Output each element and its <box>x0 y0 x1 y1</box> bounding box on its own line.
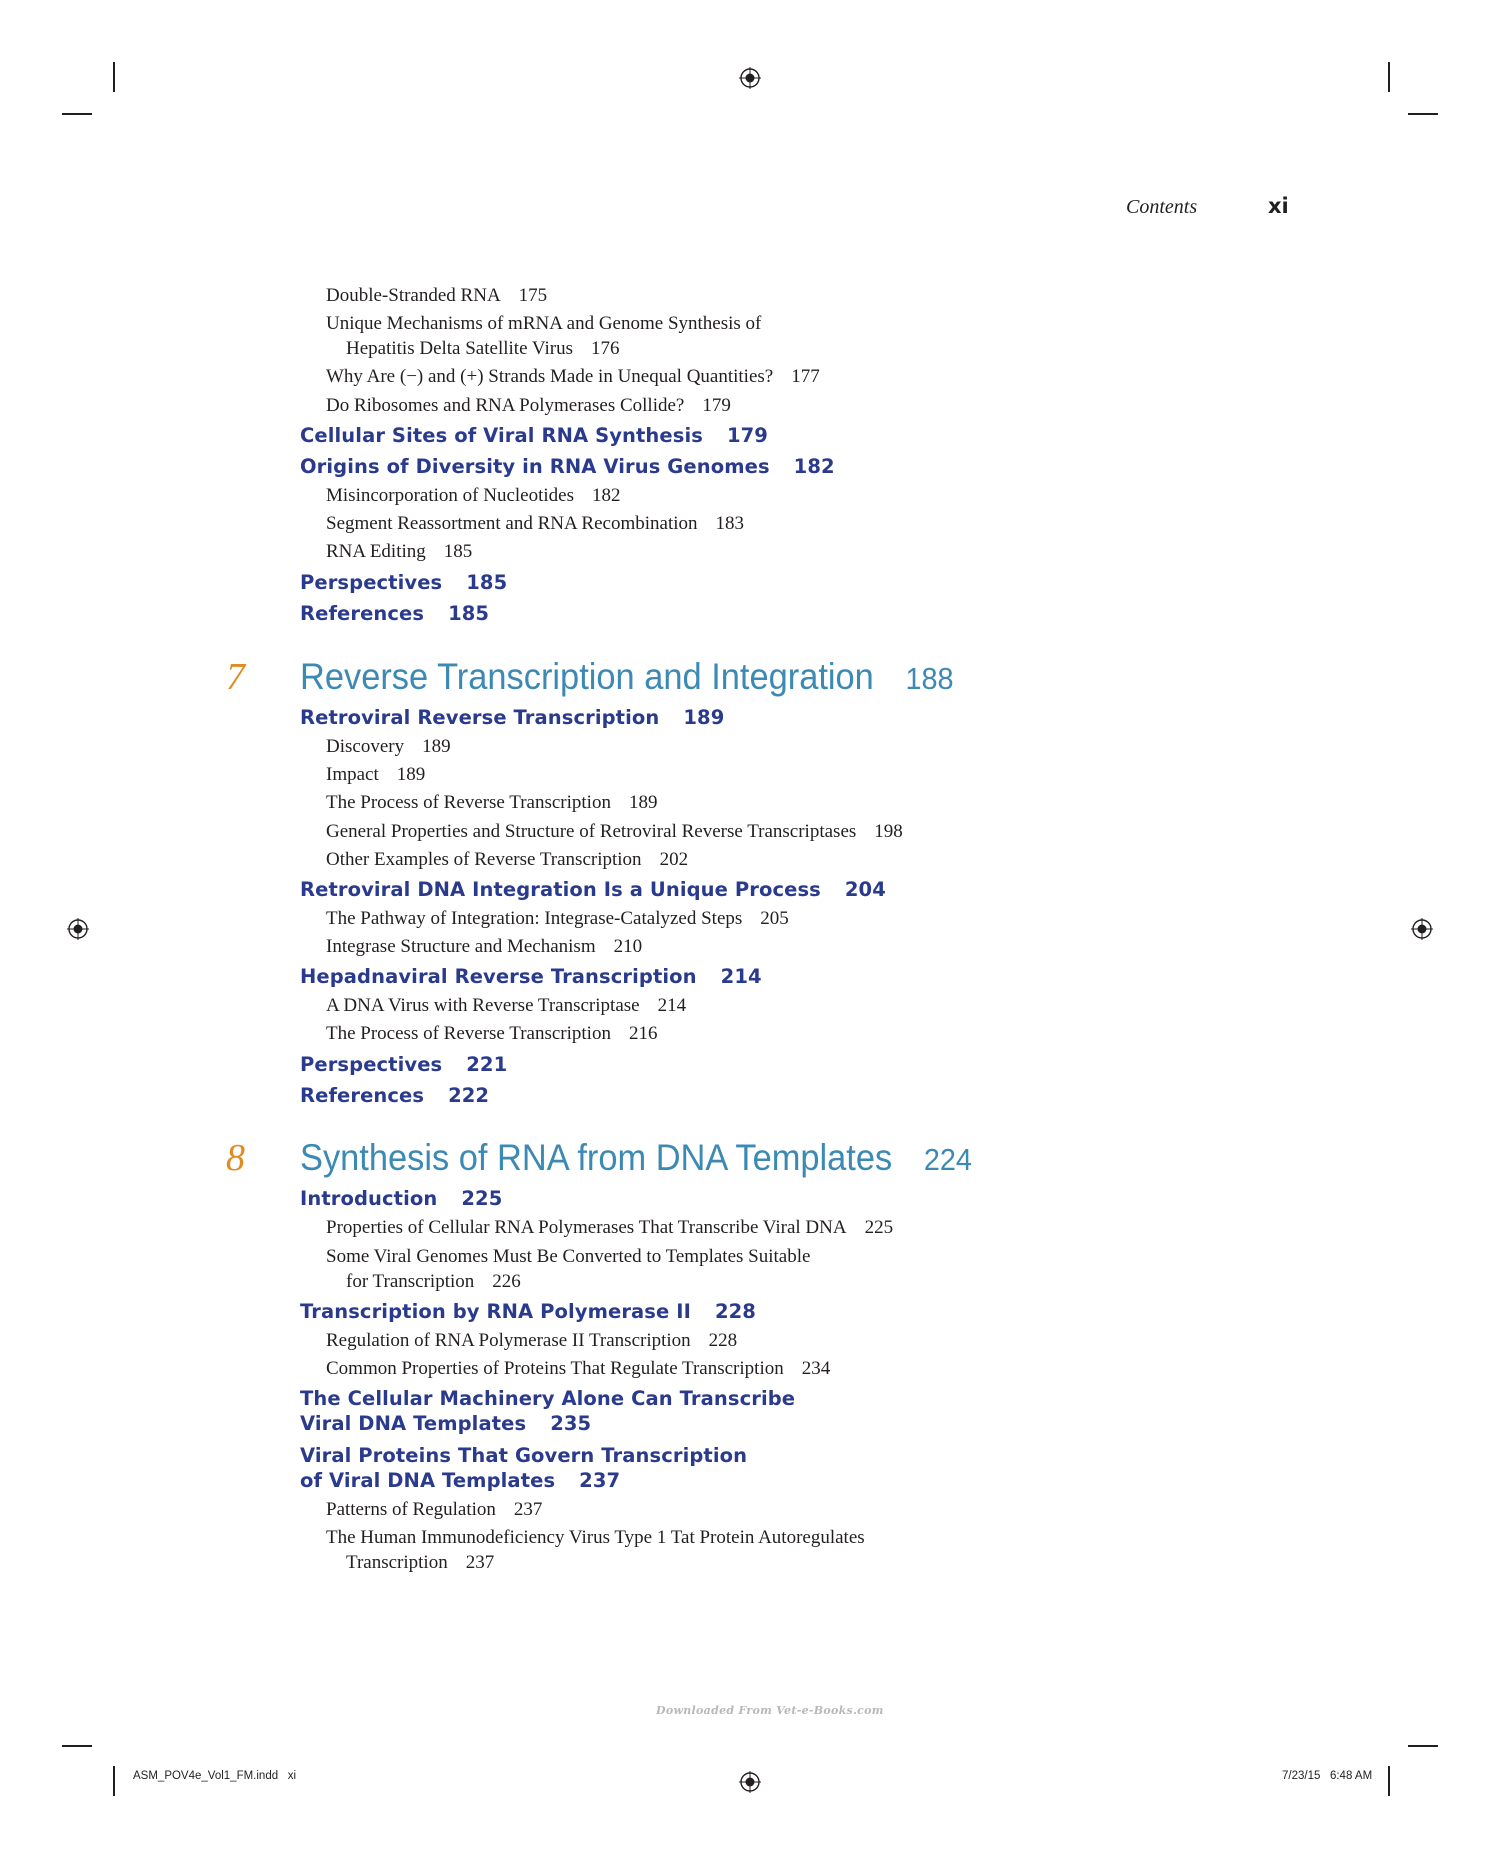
toc-entry[interactable]: The Pathway of Integration: Integrase-Catalyzed Steps 205 <box>326 908 789 929</box>
toc-heading[interactable]: Retroviral Reverse Transcription 189 <box>300 706 725 729</box>
registration-mark-icon <box>1411 918 1433 940</box>
crop-mark <box>1408 113 1438 115</box>
crop-mark <box>1388 1766 1390 1796</box>
toc-entry[interactable]: Patterns of Regulation 237 <box>326 1499 543 1520</box>
crop-mark <box>113 1766 115 1796</box>
toc-entry[interactable]: Discovery 189 <box>326 736 451 757</box>
toc-heading[interactable]: References 222 <box>300 1084 490 1107</box>
running-header-page-number: xi <box>1268 194 1289 218</box>
toc-entry[interactable]: Impact 189 <box>326 764 426 785</box>
toc-entry[interactable]: Double-Stranded RNA 175 <box>326 285 548 306</box>
toc-heading-continuation[interactable]: Viral DNA Templates 235 <box>300 1412 592 1435</box>
toc-entry[interactable]: Integrase Structure and Mechanism 210 <box>326 936 643 957</box>
toc-entry[interactable]: Why Are (−) and (+) Strands Made in Unequal Quantities? 177 <box>326 366 820 387</box>
toc-entry[interactable]: RNA Editing 185 <box>326 541 473 562</box>
toc-entry-continuation[interactable]: Hepatitis Delta Satellite Virus 176 <box>346 338 620 359</box>
chapter-number: 8 <box>226 1137 245 1179</box>
toc-entry[interactable]: Properties of Cellular RNA Polymerases That Transcribe Viral DNA 225 <box>326 1217 894 1238</box>
running-header-section: Contents <box>1126 196 1198 218</box>
toc-entry[interactable]: Regulation of RNA Polymerase II Transcription 228 <box>326 1330 738 1351</box>
slug-file-info: ASM_POV4e_Vol1_FM.indd xi <box>133 1770 296 1782</box>
toc-entry[interactable]: The Human Immunodeficiency Virus Type 1 Tat Protein Autoregulates <box>326 1527 865 1548</box>
registration-mark-icon <box>67 918 89 940</box>
toc-entry[interactable]: Misincorporation of Nucleotides 182 <box>326 485 621 506</box>
toc-entry-continuation[interactable]: for Transcription 226 <box>346 1271 521 1292</box>
toc-entry[interactable]: The Process of Reverse Transcription 189 <box>326 792 658 813</box>
toc-entry[interactable]: General Properties and Structure of Retroviral Reverse Transcriptases 198 <box>326 821 903 842</box>
chapter-title[interactable]: Synthesis of RNA from DNA Templates 224 <box>300 1137 972 1178</box>
crop-mark <box>1388 62 1390 92</box>
toc-heading-continuation[interactable]: of Viral DNA Templates 237 <box>300 1469 621 1492</box>
toc-heading[interactable]: Introduction 225 <box>300 1187 503 1210</box>
toc-entry[interactable]: Segment Reassortment and RNA Recombination 183 <box>326 513 745 534</box>
toc-heading[interactable]: Hepadnaviral Reverse Transcription 214 <box>300 965 762 988</box>
crop-mark <box>1408 1745 1438 1747</box>
toc-entry-continuation[interactable]: Transcription 237 <box>346 1552 495 1573</box>
crop-mark <box>62 1745 92 1747</box>
crop-mark <box>62 113 92 115</box>
toc-entry[interactable]: Other Examples of Reverse Transcription 202 <box>326 849 689 870</box>
toc-entry[interactable]: The Process of Reverse Transcription 216 <box>326 1023 658 1044</box>
toc-heading[interactable]: Viral Proteins That Govern Transcription <box>300 1444 748 1467</box>
slug-timestamp: 7/23/15 6:48 AM <box>1282 1770 1373 1782</box>
watermark-text: Downloaded From Vet-e-Books.com <box>656 1704 884 1717</box>
toc-heading[interactable]: Retroviral DNA Integration Is a Unique Process 204 <box>300 878 886 901</box>
toc-entry[interactable]: Unique Mechanisms of mRNA and Genome Synthesis of <box>326 313 762 334</box>
toc-entry[interactable]: Do Ribosomes and RNA Polymerases Collide? 179 <box>326 395 731 416</box>
registration-mark-icon <box>739 67 761 89</box>
chapter-number: 7 <box>226 656 245 698</box>
toc-entry[interactable]: Common Properties of Proteins That Regulate Transcription 234 <box>326 1358 831 1379</box>
toc-heading[interactable]: Perspectives 185 <box>300 571 508 594</box>
toc-heading[interactable]: Transcription by RNA Polymerase II 228 <box>300 1300 756 1323</box>
toc-heading[interactable]: Perspectives 221 <box>300 1053 508 1076</box>
toc-heading[interactable]: Origins of Diversity in RNA Virus Genomes 182 <box>300 455 835 478</box>
toc-heading[interactable]: The Cellular Machinery Alone Can Transcribe <box>300 1387 796 1410</box>
toc-entry[interactable]: Some Viral Genomes Must Be Converted to Templates Suitable <box>326 1246 811 1267</box>
toc-entry[interactable]: A DNA Virus with Reverse Transcriptase 214 <box>326 995 687 1016</box>
toc-heading[interactable]: Cellular Sites of Viral RNA Synthesis 179 <box>300 424 768 447</box>
toc-heading[interactable]: References 185 <box>300 602 490 625</box>
chapter-title[interactable]: Reverse Transcription and Integration 188 <box>300 656 954 697</box>
registration-mark-icon <box>739 1771 761 1793</box>
crop-mark <box>113 62 115 92</box>
